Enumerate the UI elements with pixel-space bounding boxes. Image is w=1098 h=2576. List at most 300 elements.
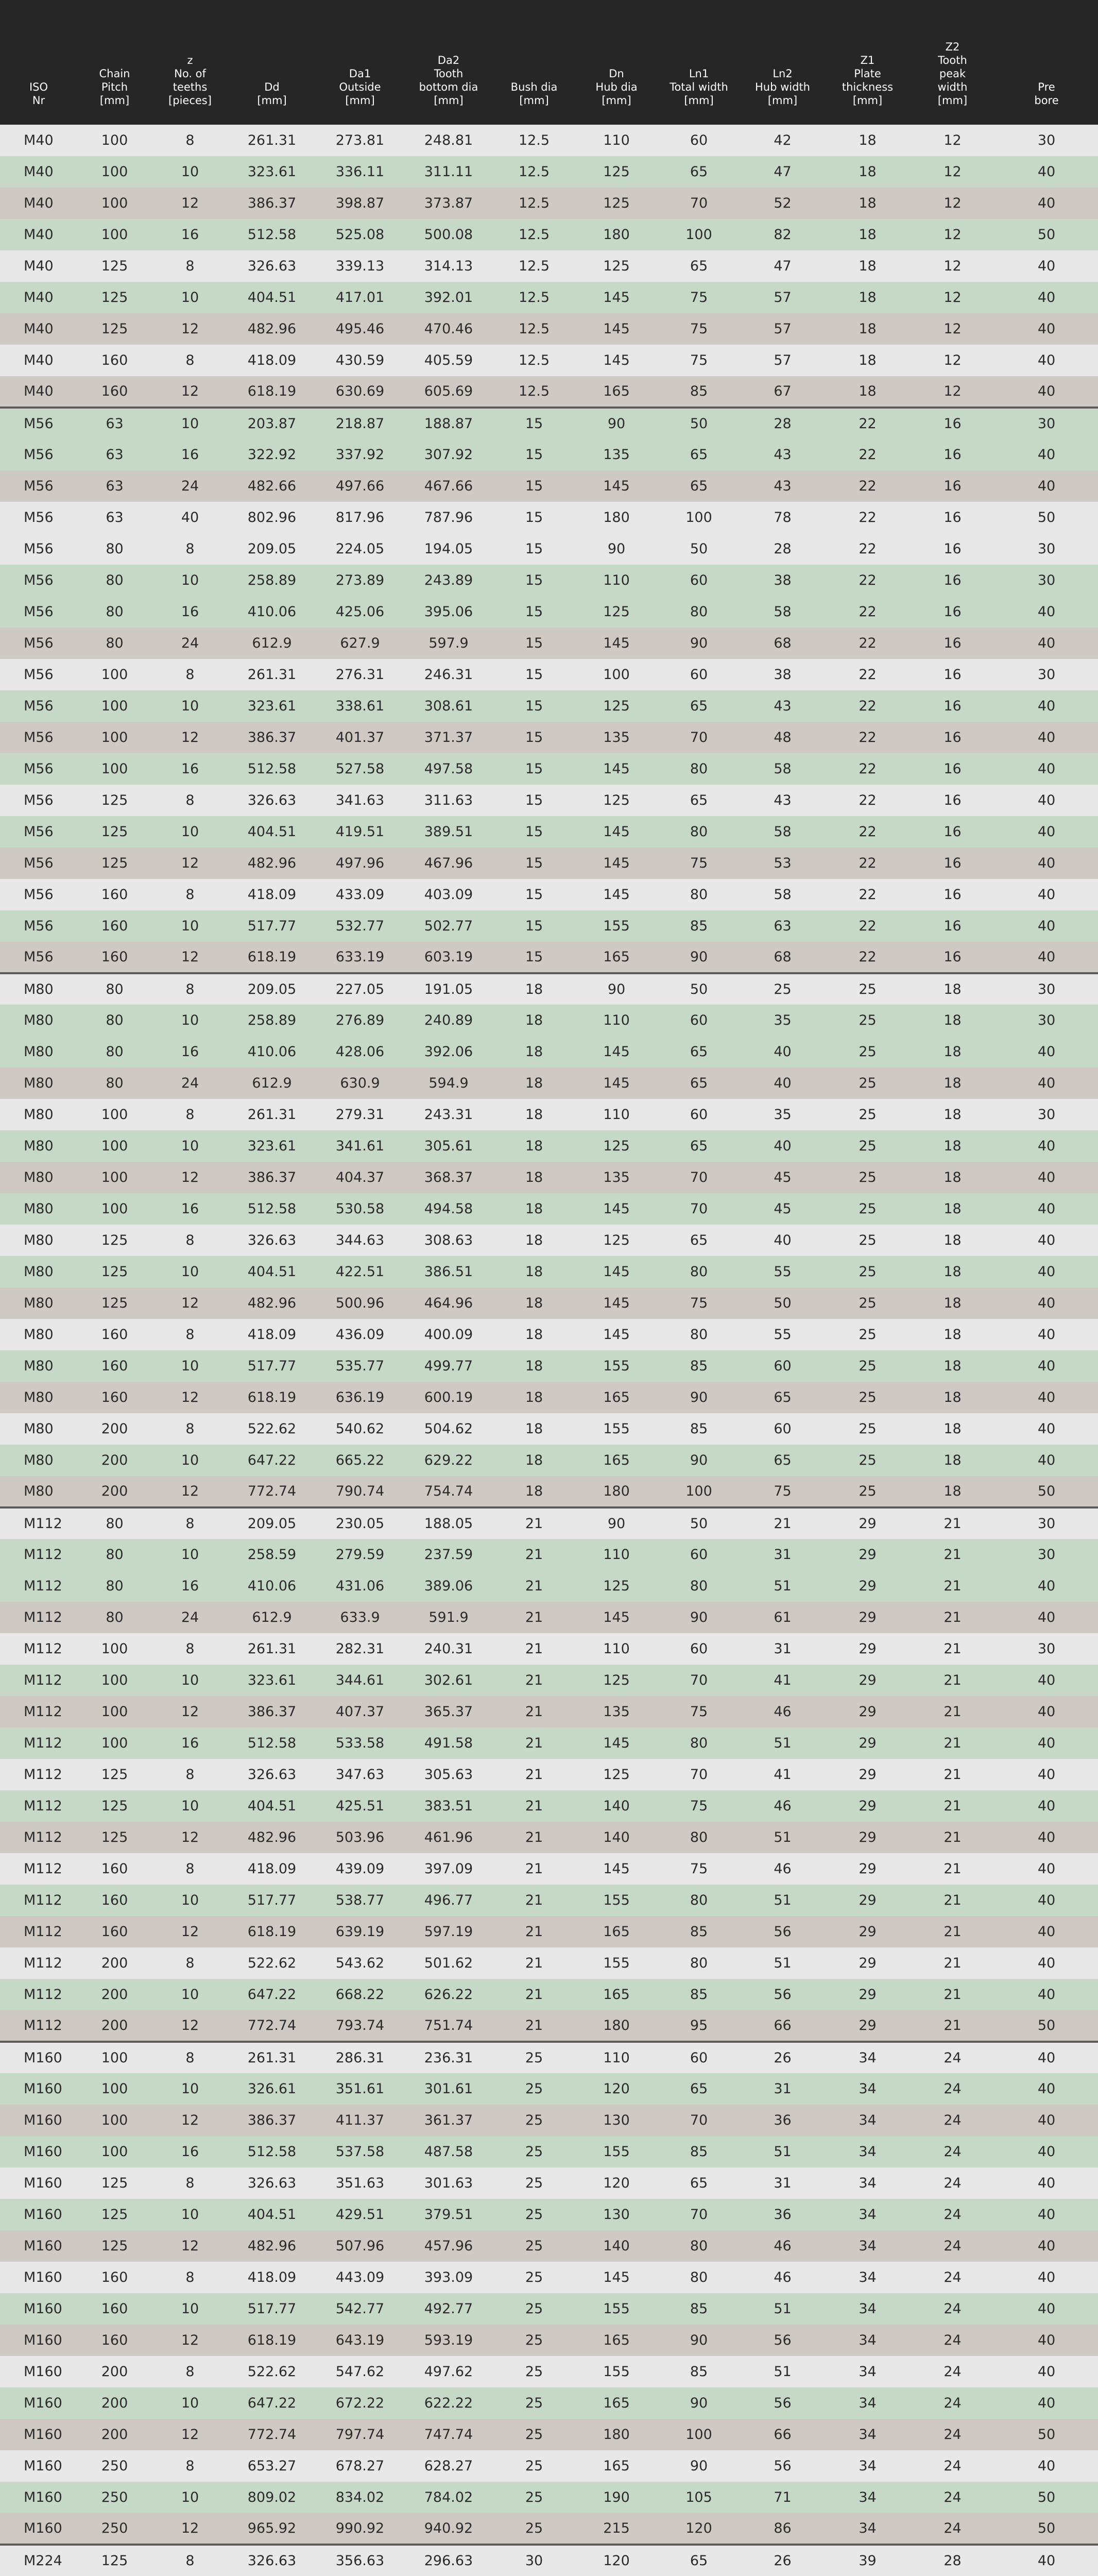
table-cell: 18	[525, 1201, 543, 1217]
table-cell: 425.06	[335, 604, 385, 620]
table-cell: 18	[525, 1232, 543, 1248]
table-cell: 990.92	[335, 2520, 385, 2536]
iso-cell: M112	[24, 2018, 62, 2033]
table-cell: 80	[690, 2269, 708, 2285]
table-cell: 628.27	[424, 2458, 473, 2474]
table-cell: 336.11	[335, 164, 385, 180]
table-cell: 125	[603, 1138, 630, 1154]
table-cell: 85	[690, 2144, 708, 2160]
table-cell: 12	[181, 1170, 199, 1185]
iso-cell: M56	[24, 887, 54, 903]
table-cell: 15	[525, 730, 543, 745]
column-header-line: Pitch	[101, 81, 128, 93]
table-row	[0, 156, 1098, 188]
table-cell: 63	[77, 408, 152, 439]
table-cell: 21	[943, 1955, 962, 1971]
table-cell: 40	[181, 510, 199, 526]
table-cell: 25	[525, 2238, 543, 2254]
table-cell: 16	[943, 949, 962, 965]
table-cell: 15	[525, 855, 543, 871]
table-cell: 527.58	[335, 761, 385, 777]
table-cell: 70	[690, 2207, 708, 2223]
table-cell: 43	[774, 698, 792, 714]
iso-cell: M112	[24, 1829, 62, 1845]
table-cell: 21	[493, 1507, 575, 1539]
table-cell: 80	[106, 572, 124, 588]
table-cell: 188.87	[404, 408, 493, 439]
column-header-line: Plate	[854, 67, 881, 80]
table-cell: 46	[774, 2238, 792, 2254]
table-cell: 40	[1037, 635, 1056, 651]
table-cell: 80	[690, 2238, 708, 2254]
column-header-line: ISO	[29, 81, 48, 93]
table-cell: 25	[859, 1044, 877, 1060]
table-cell: 100	[101, 1735, 128, 1751]
column-header-line: [mm]	[345, 94, 375, 107]
table-cell: 190	[603, 2489, 630, 2505]
table-cell: 75	[690, 855, 708, 871]
table-row	[0, 753, 1098, 785]
table-row	[0, 2042, 1098, 2073]
table-cell: 125	[603, 164, 630, 180]
table-row	[0, 1853, 1098, 1885]
table-cell: 24	[943, 2332, 962, 2348]
table-cell: 24	[181, 635, 199, 651]
table-cell: 395.06	[424, 604, 473, 620]
table-cell: 618.19	[247, 1389, 297, 1405]
table-cell: 40	[1037, 321, 1056, 337]
table-cell: 29	[859, 1798, 877, 1814]
table-cell: 100	[685, 227, 712, 243]
iso-cell: M112	[24, 1641, 62, 1657]
table-cell: 940.92	[424, 2520, 473, 2536]
table-cell: 25	[859, 1012, 877, 1028]
table-cell: 40	[1037, 761, 1056, 777]
table-cell: 63	[106, 510, 124, 526]
table-cell: 530.58	[335, 1201, 385, 1217]
table-cell: 22	[859, 855, 877, 871]
table-cell: 403.09	[424, 887, 473, 903]
table-cell: 237.59	[424, 1547, 473, 1563]
table-cell: 15	[525, 510, 543, 526]
table-cell: 34	[859, 2489, 877, 2505]
table-cell: 40	[1037, 2301, 1056, 2317]
table-cell: 29	[859, 1767, 877, 1783]
table-cell: 21	[525, 1798, 543, 1814]
table-row	[0, 2387, 1098, 2419]
table-cell: 18	[943, 1075, 962, 1091]
table-cell: 16	[943, 730, 962, 745]
table-cell: 40	[1037, 1955, 1056, 1971]
table-row	[0, 2105, 1098, 2136]
table-row	[0, 1382, 1098, 1413]
table-cell: 8	[185, 1955, 195, 1971]
table-cell: 326.63	[228, 2545, 316, 2576]
iso-cell: M160	[24, 2395, 62, 2411]
table-cell: 51	[774, 1735, 792, 1751]
table-cell: 50	[658, 1507, 740, 1539]
table-cell: 110	[603, 132, 630, 148]
table-cell: 40	[1037, 2175, 1056, 2191]
table-cell: 21	[943, 1672, 962, 1688]
table-cell: 100	[101, 1107, 128, 1123]
table-cell: 18	[859, 352, 877, 368]
table-cell: 16	[943, 918, 962, 934]
table-cell: 145	[603, 1327, 630, 1343]
table-cell: 29	[859, 1987, 877, 2003]
table-cell: 18	[943, 1452, 962, 1468]
table-cell: 145	[603, 824, 630, 840]
column-header-line: [mm]	[767, 94, 798, 107]
table-cell: 40	[1037, 2207, 1056, 2223]
table-cell: 373.87	[424, 195, 473, 211]
table-cell: 339.13	[335, 258, 385, 274]
table-cell: 668.22	[335, 1987, 385, 2003]
table-cell: 80	[106, 1609, 124, 1625]
table-cell: 70	[690, 730, 708, 745]
table-cell: 618.19	[247, 383, 297, 399]
table-cell: 30	[1037, 1641, 1056, 1657]
table-cell: 517.77	[247, 1358, 297, 1374]
iso-cell: M56	[24, 918, 54, 934]
table-row	[0, 659, 1098, 690]
table-cell: 497.66	[335, 478, 385, 494]
table-cell: 50	[1037, 1483, 1056, 1499]
table-row	[0, 1445, 1098, 1476]
table-row	[0, 565, 1098, 596]
table-cell: 612.9	[252, 1075, 292, 1091]
iso-cell: M80	[24, 1483, 54, 1499]
table-cell: 532.77	[335, 918, 385, 934]
table-cell: 323.61	[247, 1138, 297, 1154]
table-cell: 60	[774, 1358, 792, 1374]
table-cell: 30	[1037, 572, 1056, 588]
table-cell: 145	[603, 1609, 630, 1625]
table-cell: 261.31	[247, 1107, 297, 1123]
table-cell: 12	[181, 2427, 199, 2443]
table-cell: 10	[181, 1672, 199, 1688]
table-cell: 25	[525, 2175, 543, 2191]
table-cell: 22	[859, 824, 877, 840]
table-cell: 236.31	[404, 2042, 493, 2073]
table-cell: 400.09	[424, 1327, 473, 1343]
table-cell: 18	[943, 1327, 962, 1343]
table-cell: 40	[1037, 1798, 1056, 1814]
table-cell: 60	[690, 572, 708, 588]
iso-cell: M56	[24, 478, 54, 494]
table-cell: 56	[774, 2332, 792, 2348]
table-cell: 404.51	[247, 2207, 297, 2223]
table-cell: 25	[525, 2207, 543, 2223]
table-cell: 21	[525, 1609, 543, 1625]
table-cell: 547.62	[335, 2364, 385, 2380]
table-cell: 647.22	[247, 1987, 297, 2003]
table-cell: 180	[603, 1483, 630, 1499]
table-cell: 120	[575, 2545, 658, 2576]
table-cell: 85	[690, 2301, 708, 2317]
table-row	[0, 1067, 1098, 1099]
table-row	[0, 1350, 1098, 1382]
table-row	[0, 2262, 1098, 2293]
table-cell: 24	[181, 478, 199, 494]
table-cell: 10	[181, 2207, 199, 2223]
table-cell: 215	[603, 2520, 630, 2536]
table-cell: 40	[1037, 1389, 1056, 1405]
table-cell: 80	[690, 1829, 708, 1845]
iso-cell: M56	[24, 730, 54, 745]
table-cell: 517.77	[247, 918, 297, 934]
table-row	[0, 1099, 1098, 1130]
table-row	[0, 816, 1098, 848]
table-cell: 18	[943, 1138, 962, 1154]
table-cell: 25	[859, 1452, 877, 1468]
table-cell: 34	[859, 2458, 877, 2474]
table-row	[0, 1476, 1098, 1507]
table-cell: 404.51	[247, 290, 297, 306]
table-row	[0, 1287, 1098, 1319]
table-cell: 78	[774, 510, 792, 526]
table-cell: 8	[185, 1641, 195, 1657]
table-cell: 311.11	[424, 164, 473, 180]
table-cell: 40	[774, 1232, 792, 1248]
table-cell: 25	[859, 1264, 877, 1280]
table-cell: 629.22	[424, 1452, 473, 1468]
table-cell: 100	[77, 2042, 152, 2073]
table-row	[0, 125, 1098, 156]
table-cell: 12.5	[518, 132, 550, 148]
table-cell: 110	[603, 1547, 630, 1563]
table-cell: 25	[525, 2144, 543, 2160]
iso-cell: M80	[24, 1327, 54, 1343]
table-cell: 100	[101, 1170, 128, 1185]
table-cell: 38	[774, 572, 792, 588]
table-cell: 25	[859, 1295, 877, 1311]
table-cell: 100	[101, 1138, 128, 1154]
column-header	[493, 0, 575, 125]
table-row	[0, 1633, 1098, 1665]
table-cell: 393.09	[424, 2269, 473, 2285]
table-cell: 203.87	[228, 408, 316, 439]
iso-cell: M56	[24, 698, 54, 714]
table-cell: 40	[1037, 2332, 1056, 2348]
table-cell: 40	[1037, 2238, 1056, 2254]
table-cell: 12.5	[518, 195, 550, 211]
iso-cell: M112	[24, 1672, 62, 1688]
table-cell: 22	[859, 918, 877, 934]
table-cell: 18	[859, 383, 877, 399]
table-cell: 25	[859, 1483, 877, 1499]
table-cell: 612.9	[252, 1609, 292, 1625]
table-row	[0, 1759, 1098, 1790]
table-cell: 618.19	[247, 949, 297, 965]
table-cell: 25	[740, 973, 825, 1005]
iso-cell: M112	[24, 1735, 62, 1751]
table-cell: 30	[995, 973, 1098, 1005]
table-cell: 160	[101, 2332, 128, 2348]
table-row	[0, 2482, 1098, 2513]
table-cell: 21	[525, 1892, 543, 1908]
iso-cell: M56	[0, 408, 77, 439]
table-cell: 497.96	[335, 855, 385, 871]
table-cell: 30	[493, 2545, 575, 2576]
table-cell: 30	[1037, 667, 1056, 683]
table-cell: 125	[603, 792, 630, 808]
table-cell: 8	[185, 352, 195, 368]
table-cell: 15	[525, 792, 543, 808]
table-cell: 125	[603, 195, 630, 211]
table-cell: 250	[101, 2489, 128, 2505]
table-cell: 80	[690, 1955, 708, 1971]
table-cell: 665.22	[335, 1452, 385, 1468]
table-cell: 90	[575, 973, 658, 1005]
table-cell: 43	[774, 478, 792, 494]
table-cell: 16	[181, 1735, 199, 1751]
table-row	[0, 345, 1098, 376]
table-cell: 25	[859, 1170, 877, 1185]
iso-cell: M56	[24, 949, 54, 965]
table-cell: 40	[1037, 1044, 1056, 1060]
table-cell: 90	[690, 1609, 708, 1625]
iso-cell: M160	[24, 2238, 62, 2254]
table-cell: 58	[774, 887, 792, 903]
table-row	[0, 1602, 1098, 1633]
table-cell: 25	[493, 2042, 575, 2073]
table-cell: 25	[525, 2332, 543, 2348]
table-cell: 40	[1037, 1892, 1056, 1908]
table-cell: 21	[525, 1641, 543, 1657]
column-header-line: [mm]	[434, 94, 464, 107]
table-cell: 15	[525, 887, 543, 903]
table-cell: 314.13	[424, 258, 473, 274]
table-cell: 22	[825, 408, 910, 439]
table-cell: 135	[603, 1170, 630, 1185]
iso-cell: M40	[24, 383, 54, 399]
table-cell: 218.87	[316, 408, 404, 439]
table-cell: 273.81	[335, 132, 385, 148]
table-cell: 24	[943, 2112, 962, 2128]
table-cell: 482.96	[247, 321, 297, 337]
table-cell: 65	[690, 2081, 708, 2097]
table-cell: 90	[690, 2395, 708, 2411]
table-cell: 754.74	[424, 1483, 473, 1499]
table-cell: 80	[77, 1507, 152, 1539]
table-cell: 411.37	[335, 2112, 385, 2128]
table-cell: 21	[943, 1767, 962, 1783]
table-cell: 18	[943, 1201, 962, 1217]
table-cell: 24	[943, 2081, 962, 2097]
table-cell: 25	[859, 1075, 877, 1091]
table-cell: 18	[943, 1170, 962, 1185]
table-cell: 22	[859, 604, 877, 620]
table-cell: 39	[825, 2545, 910, 2576]
table-cell: 12	[181, 1295, 199, 1311]
table-cell: 57	[774, 290, 792, 306]
table-cell: 8	[185, 667, 195, 683]
table-cell: 135	[603, 447, 630, 463]
table-cell: 323.61	[247, 1672, 297, 1688]
table-cell: 125	[603, 1578, 630, 1594]
table-cell: 425.51	[335, 1798, 385, 1814]
table-cell: 65	[690, 1138, 708, 1154]
table-cell: 341.61	[335, 1138, 385, 1154]
table-cell: 12	[181, 195, 199, 211]
table-cell: 793.74	[335, 2018, 385, 2033]
table-cell: 209.05	[228, 1507, 316, 1539]
table-cell: 56	[774, 2458, 792, 2474]
column-header-line: [mm]	[684, 94, 714, 107]
table-cell: 240.31	[424, 1641, 473, 1657]
table-row	[0, 2450, 1098, 2482]
iso-cell: M112	[24, 1924, 62, 1940]
table-cell: 145	[603, 321, 630, 337]
table-cell: 12	[943, 227, 962, 243]
iso-cell: M112	[24, 1861, 62, 1877]
table-cell: 40	[1037, 792, 1056, 808]
table-cell: 34	[859, 2520, 877, 2536]
table-cell: 430.59	[335, 352, 385, 368]
table-cell: 125	[101, 1829, 128, 1845]
table-cell: 8	[185, 132, 195, 148]
table-cell: 22	[859, 635, 877, 651]
iso-cell: M112	[0, 1507, 77, 1539]
table-cell: 407.37	[335, 1704, 385, 1720]
table-cell: 405.59	[424, 352, 473, 368]
table-cell: 10	[152, 408, 228, 439]
table-cell: 21	[525, 1735, 543, 1751]
table-cell: 389.51	[424, 824, 473, 840]
table-cell: 10	[181, 1138, 199, 1154]
column-header-line: Z2	[945, 41, 960, 53]
table-cell: 482.96	[247, 855, 297, 871]
table-cell: 24	[943, 2269, 962, 2285]
table-cell: 46	[774, 1861, 792, 1877]
table-cell: 12	[181, 2238, 199, 2254]
column-header-line: teeths	[173, 81, 208, 93]
table-cell: 191.05	[404, 973, 493, 1005]
table-cell: 16	[943, 855, 962, 871]
table-cell: 639.19	[335, 1924, 385, 1940]
table-cell: 338.61	[335, 698, 385, 714]
table-cell: 100	[101, 195, 128, 211]
table-cell: 60	[658, 2042, 740, 2073]
iso-cell: M56	[24, 792, 54, 808]
table-cell: 305.63	[424, 1767, 473, 1783]
table-cell: 15	[525, 824, 543, 840]
table-cell: 40	[1037, 1264, 1056, 1280]
table-cell: 12	[181, 2520, 199, 2536]
table-cell: 8	[185, 2458, 195, 2474]
table-cell: 100	[101, 698, 128, 714]
table-cell: 497.62	[424, 2364, 473, 2380]
table-cell: 258.89	[247, 572, 297, 588]
table-cell: 100	[101, 1704, 128, 1720]
table-cell: 60	[690, 1547, 708, 1563]
table-cell: 341.63	[335, 792, 385, 808]
table-cell: 165	[603, 1389, 630, 1405]
iso-cell: M112	[24, 1547, 62, 1563]
table-cell: 30	[1037, 541, 1056, 557]
table-cell: 46	[774, 1704, 792, 1720]
table-cell: 248.81	[424, 132, 473, 148]
table-cell: 543.62	[335, 1955, 385, 1971]
table-cell: 10	[181, 1987, 199, 2003]
table-row	[0, 879, 1098, 910]
table-cell: 418.09	[247, 1327, 297, 1343]
table-cell: 29	[859, 1735, 877, 1751]
table-row	[0, 1413, 1098, 1445]
table-cell: 125	[101, 855, 128, 871]
table-cell: 145	[603, 1264, 630, 1280]
